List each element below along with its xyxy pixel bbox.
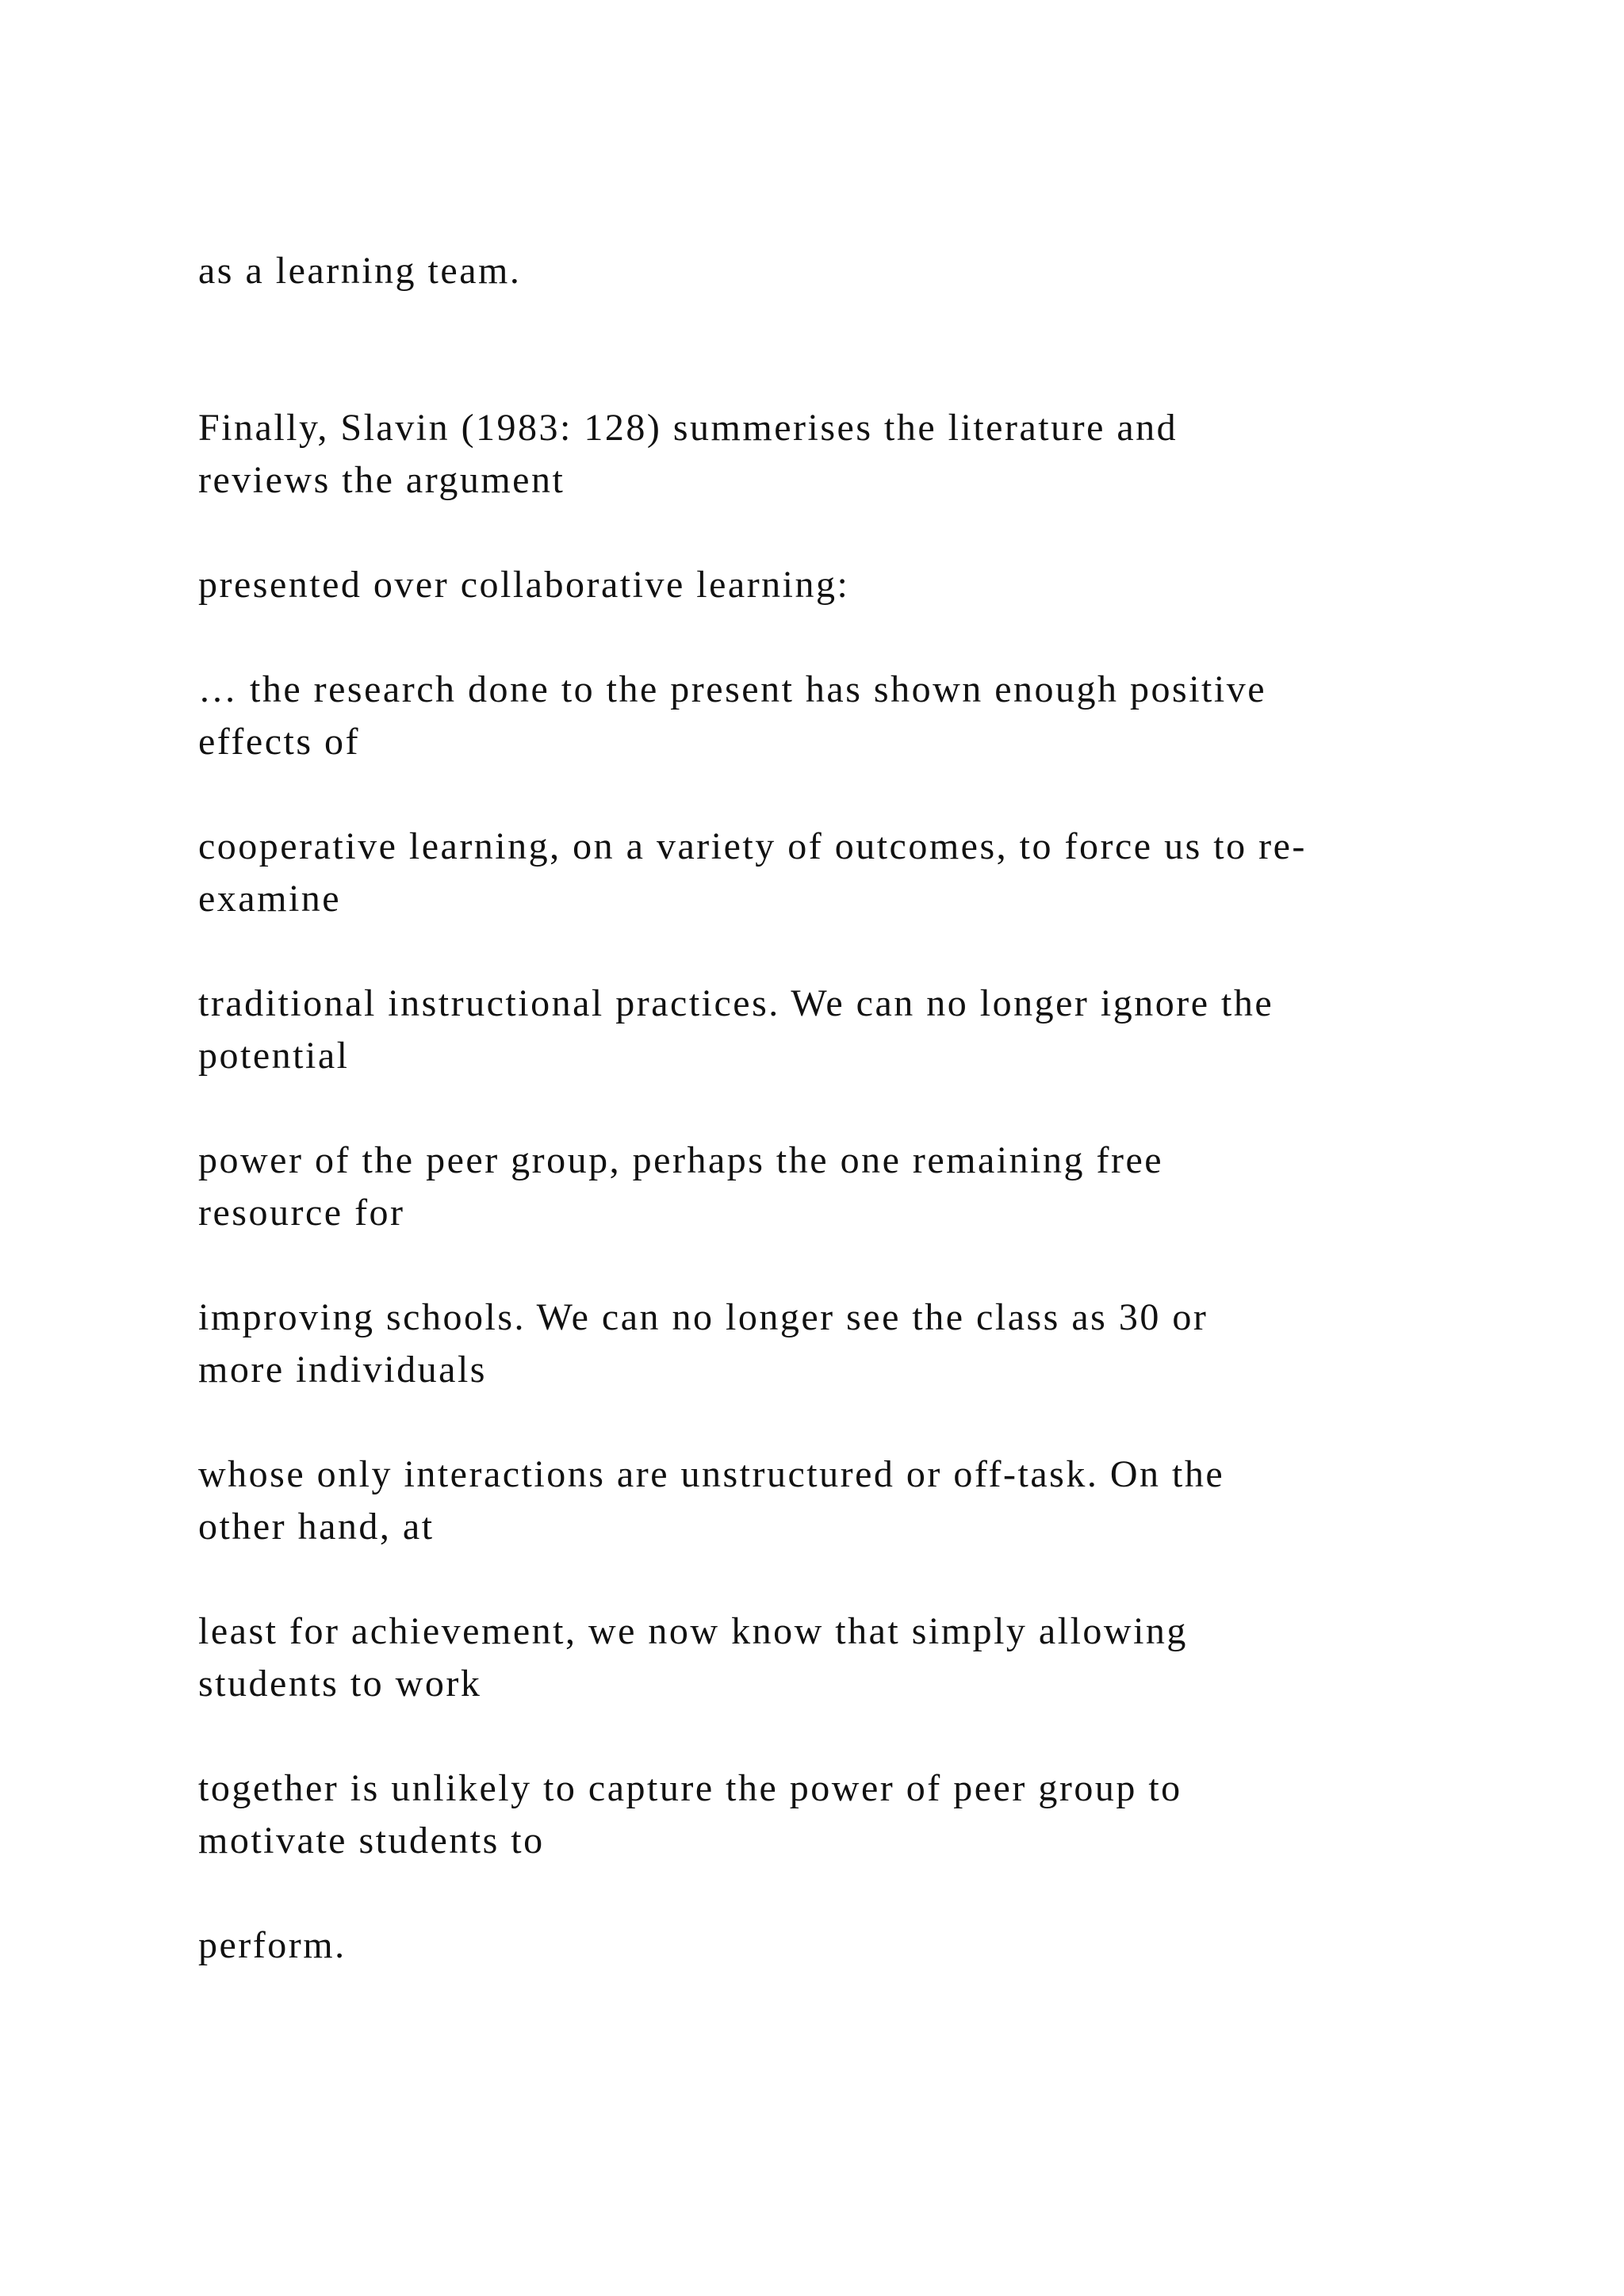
text-line: presented over collaborative learning:: [198, 564, 850, 606]
text-line: Finally, Slavin (1983: 128) summerises the literature and: [198, 407, 1178, 449]
text-line: as a learning team.: [198, 250, 522, 292]
text-line: examine: [198, 878, 342, 920]
text-line: other hand, at: [198, 1506, 435, 1548]
text-line: whose only interactions are unstructured or off-task. On the: [198, 1453, 1225, 1495]
text-line: cooperative learning, on a variety of outcomes, to force us to re-: [198, 825, 1307, 867]
text-line: motivate students to: [198, 1820, 545, 1862]
text-line: least for achievement, we now know that simply allowing: [198, 1610, 1188, 1652]
text-line: perform.: [198, 1924, 347, 1966]
text-line: … the research done to the present has shown enough positive: [198, 668, 1267, 710]
text-line: effects of: [198, 721, 361, 763]
text-line: potential: [198, 1035, 350, 1077]
text-line: resource for: [198, 1192, 405, 1234]
text-line: improving schools. We can no longer see the class as 30 or: [198, 1296, 1208, 1338]
text-line: more individuals: [198, 1349, 487, 1391]
text-line: together is unlikely to capture the power of peer group to: [198, 1767, 1182, 1809]
text-line: students to work: [198, 1663, 482, 1705]
text-line: traditional instructional practices. We can no longer ignore the: [198, 982, 1274, 1024]
text-line: reviews the argument: [198, 459, 565, 501]
text-line: power of the peer group, perhaps the one remaining free: [198, 1139, 1164, 1181]
